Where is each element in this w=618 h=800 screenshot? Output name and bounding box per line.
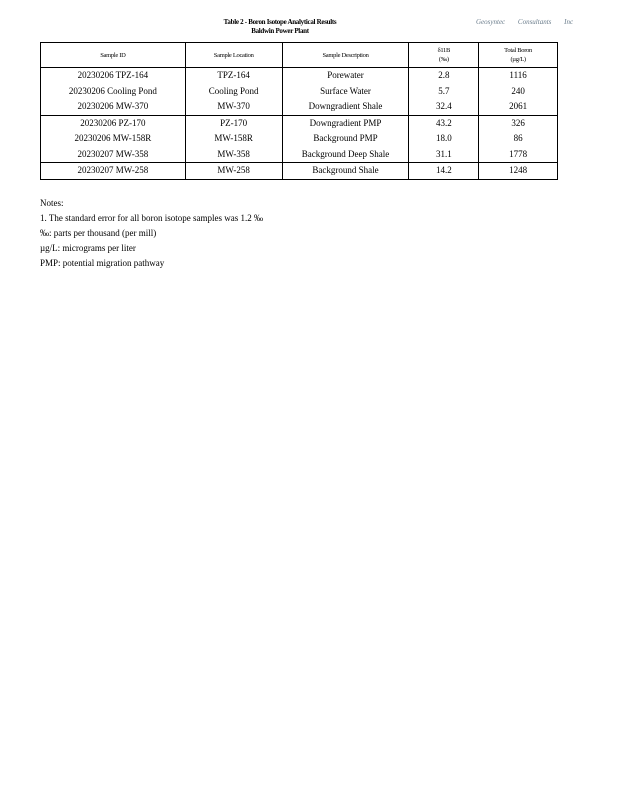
table-row: [41, 147, 558, 163]
column-header-d11b: δ11B (‰): [409, 43, 479, 68]
cell-location: PZ-170: [185, 115, 282, 131]
cell-d11b: 14.2: [409, 163, 479, 180]
column-header-sample-id: Sample ID: [41, 43, 186, 68]
title-line-1: Table 2 - Boron Isotope Analytical Results: [223, 18, 337, 26]
table-row: [41, 84, 558, 100]
cell-location: MW-258: [185, 163, 282, 180]
table-body: [41, 68, 558, 180]
cell-total-boron: 86: [479, 131, 558, 147]
cell-sample-id: 20230206 MW-370: [41, 99, 186, 115]
cell-sample-id: 20230206 MW-158R: [74, 133, 152, 144]
note-item: µg/L: micrograms per liter: [40, 243, 136, 253]
cell-total-boron: 1778: [479, 147, 558, 163]
cell-d11b: 31.1: [409, 147, 479, 163]
cell-location: MW-370: [185, 99, 282, 115]
cell-sample-id: 20230206 PZ-170: [80, 117, 146, 128]
cell-description: Porewater: [282, 68, 409, 84]
notes-heading: Notes:: [40, 198, 64, 208]
cell-description: Background Deep Shale: [282, 147, 409, 163]
brand-word: Consultants: [517, 18, 552, 26]
cell-location: MW-358: [185, 147, 282, 163]
cell-location: TPZ-164: [185, 68, 282, 84]
cell-total-boron: 2061: [479, 99, 558, 115]
cell-d11b: 2.8: [409, 68, 479, 84]
cell-total-boron: 1116: [479, 68, 558, 84]
company-logo-text: [476, 18, 573, 26]
cell-description: Downgradient PMP: [282, 115, 409, 131]
cell-total-boron: 240: [479, 84, 558, 100]
cell-d11b: 32.4: [409, 99, 479, 115]
cell-total-boron: 1248: [479, 163, 558, 180]
cell-sample-id: 20230207 MW-258: [77, 165, 149, 176]
cell-sample-id: 20230207 MW-358: [41, 147, 186, 163]
cell-sample-id: 20230206 TPZ-164: [77, 70, 149, 81]
cell-description: Surface Water: [282, 84, 409, 100]
cell-location: Cooling Pond: [185, 84, 282, 100]
column-header-total-boron: Total Boron (µg/L): [479, 43, 558, 68]
table-row: [41, 68, 558, 84]
header-row: [41, 43, 558, 68]
cell-description: Downgradient Shale: [282, 99, 409, 115]
note-item: 1. The standard error for all boron isotope samples was 1.2 ‰: [40, 213, 264, 223]
cell-sample-id: 20230206 Cooling Pond: [68, 85, 157, 96]
brand-word: Inc: [564, 18, 574, 26]
cell-d11b: 43.2: [409, 115, 479, 131]
notes-section: [40, 196, 263, 271]
cell-d11b: 5.7: [409, 84, 479, 100]
cell-d11b: 18.0: [409, 131, 479, 147]
column-header-sample-location: Sample Location: [185, 43, 282, 68]
table-row: [41, 163, 558, 180]
results-table: [40, 42, 558, 180]
note-item: ‰: parts per thousand (per mill): [40, 228, 157, 238]
table-row: [41, 131, 558, 147]
cell-total-boron: 326: [479, 115, 558, 131]
table-header: [41, 43, 558, 68]
title-line-2: Baldwin Power Plant: [251, 27, 309, 35]
cell-location: MW-158R: [185, 131, 282, 147]
cell-description: Background PMP: [282, 131, 409, 147]
note-item: PMP: potential migration pathway: [40, 258, 165, 268]
table-row: [41, 99, 558, 115]
table-row: [41, 115, 558, 131]
brand-word: Geosyntec: [476, 18, 506, 26]
cell-description: Background Shale: [282, 163, 409, 180]
column-header-sample-description: Sample Description: [282, 43, 409, 68]
